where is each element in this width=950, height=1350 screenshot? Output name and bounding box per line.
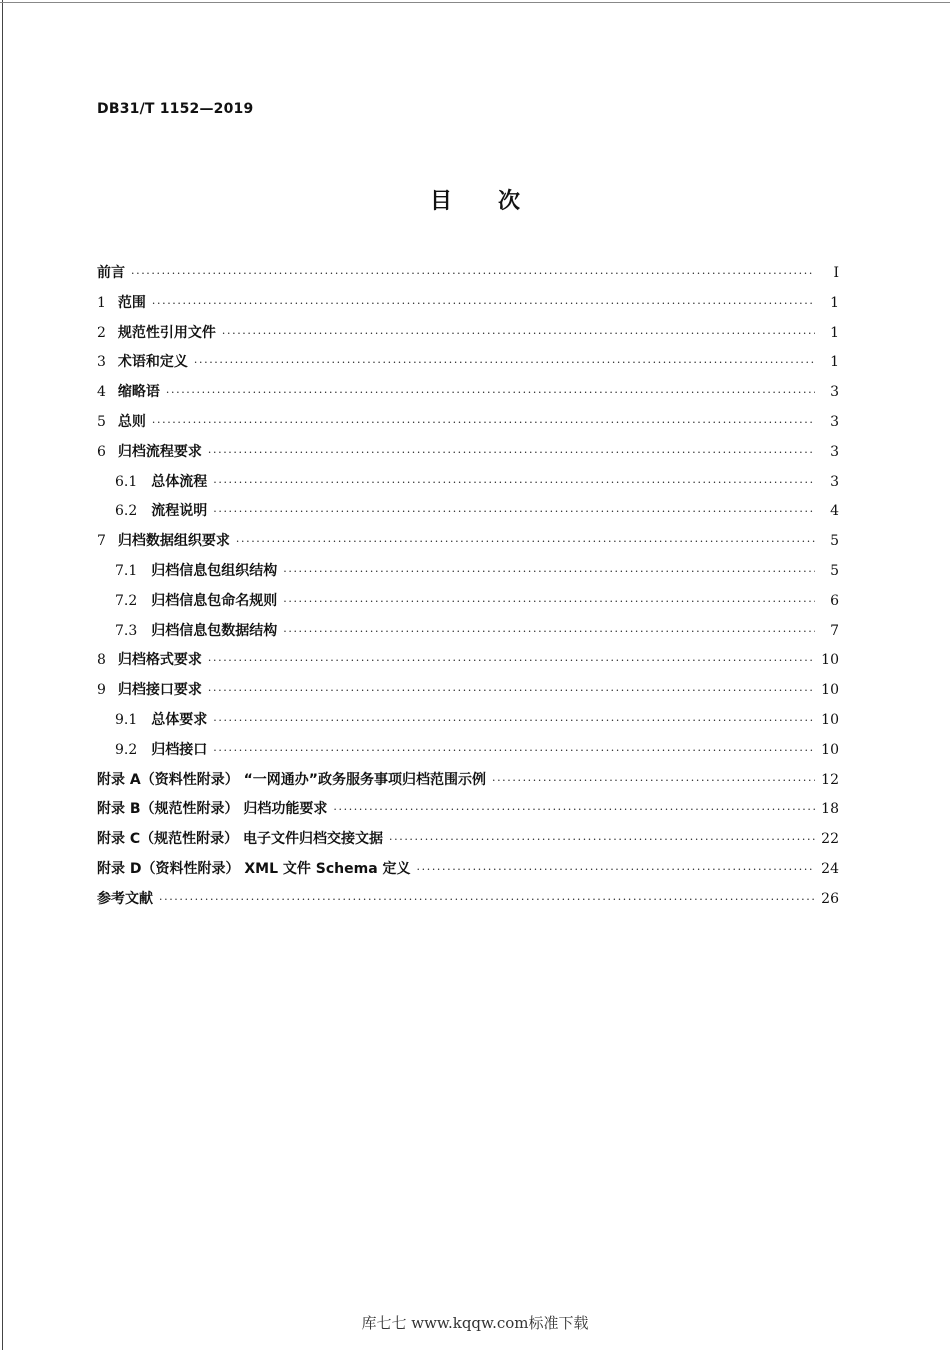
toc-entry-page: 1 xyxy=(830,354,839,371)
toc-leader-dots xyxy=(333,803,815,816)
toc-entry[interactable] xyxy=(97,500,839,530)
toc-entry-title: 总体流程 xyxy=(151,473,208,490)
toc-entry[interactable] xyxy=(97,471,839,501)
toc-leader-dots xyxy=(213,476,815,489)
toc-leader-dots xyxy=(417,863,815,876)
toc-entry[interactable] xyxy=(97,381,839,411)
toc-leader-dots xyxy=(213,744,815,757)
toc-entry-number: 1 xyxy=(97,294,106,311)
toc-entry-title: 附录 D（资料性附录） XML 文件 Schema 定义 xyxy=(97,860,411,877)
toc-entry-number: 7.2 xyxy=(115,592,138,609)
toc-entry-number: 9.2 xyxy=(115,741,138,758)
toc-entry-page: 5 xyxy=(830,562,839,579)
toc-entry[interactable] xyxy=(97,828,839,858)
toc-entry[interactable] xyxy=(97,888,839,918)
toc-entry-page: 22 xyxy=(821,831,839,848)
toc-entry[interactable] xyxy=(97,858,839,888)
toc-entry-page: 3 xyxy=(830,443,839,460)
toc-entry-title: 归档信息包组织结构 xyxy=(151,562,278,579)
toc-entry[interactable] xyxy=(97,441,839,471)
toc-entry-number: 7.3 xyxy=(115,622,138,639)
toc-entry-number: 6 xyxy=(97,443,106,460)
toc-entry-page: 26 xyxy=(821,890,839,907)
toc-entry[interactable] xyxy=(97,530,839,560)
toc-entry[interactable] xyxy=(97,620,839,650)
toc-title: 目次 xyxy=(429,189,566,214)
toc-entry-page: 10 xyxy=(821,682,839,699)
toc-leader-dots xyxy=(166,386,815,399)
toc-entry-number: 4 xyxy=(97,384,106,401)
toc-entry-page: 1 xyxy=(830,294,839,311)
toc-entry-title: 归档信息包数据结构 xyxy=(151,622,278,639)
page-edge-top xyxy=(0,2,950,3)
toc-entry-title: 归档接口要求 xyxy=(117,682,202,699)
toc-entry-title: 归档数据组织要求 xyxy=(117,533,230,550)
toc-entry-number: 6.2 xyxy=(115,503,138,520)
toc-entry-title: 附录 C（规范性附录） 电子文件归档交接文据 xyxy=(97,831,384,848)
toc-entry-title: 缩略语 xyxy=(117,384,160,401)
footer-watermark: 库七七 www.kqqw.com标准下载 xyxy=(361,1314,589,1332)
toc-entry-page: I xyxy=(833,265,839,281)
toc-leader-dots xyxy=(208,684,815,697)
toc-entry-title: 归档接口 xyxy=(151,741,208,758)
toc-entry-page: 7 xyxy=(830,622,839,639)
toc-entry-page: 24 xyxy=(821,860,839,877)
toc-entry-page: 6 xyxy=(830,592,839,609)
toc-entry[interactable] xyxy=(97,322,839,352)
document-code: DB31/T 1152—2019 xyxy=(97,101,254,117)
toc-entry-title: 归档格式要求 xyxy=(117,652,202,669)
toc-leader-dots xyxy=(152,297,815,310)
toc-leader-dots xyxy=(159,893,815,906)
toc-entry[interactable] xyxy=(97,798,839,828)
toc-entry[interactable] xyxy=(97,411,839,441)
toc-leader-dots xyxy=(131,267,815,280)
toc-entry-title: 归档流程要求 xyxy=(117,443,202,460)
toc-entry-page: 3 xyxy=(830,473,839,490)
toc-entry-number: 2 xyxy=(97,324,106,341)
toc-entry-title: 附录 B（规范性附录） 归档功能要求 xyxy=(97,801,328,818)
toc-entry-title: 总体要求 xyxy=(151,711,208,728)
toc-entry-page: 12 xyxy=(821,771,839,788)
toc-entry-number: 5 xyxy=(97,413,106,430)
toc-entry[interactable] xyxy=(97,649,839,679)
toc-leader-dots xyxy=(213,714,815,727)
toc-entry-title: 术语和定义 xyxy=(117,354,188,371)
toc-entry-number: 7.1 xyxy=(115,562,138,579)
toc-leader-dots xyxy=(283,625,815,638)
toc-entry-page: 18 xyxy=(821,801,839,818)
toc-entry[interactable] xyxy=(97,590,839,620)
toc-leader-dots xyxy=(194,356,815,369)
toc-entry-title: 归档信息包命名规则 xyxy=(151,592,278,609)
toc-leader-dots xyxy=(208,446,815,459)
toc-entry-number: 9.1 xyxy=(115,711,138,728)
toc-leader-dots xyxy=(283,595,815,608)
toc-entry-title: 前言 xyxy=(97,265,125,281)
toc-entry[interactable] xyxy=(97,769,839,799)
toc-entry[interactable] xyxy=(97,679,839,709)
toc-entry-title: 范围 xyxy=(117,294,146,311)
toc-entry[interactable] xyxy=(97,560,839,590)
toc-entry-page: 10 xyxy=(821,711,839,728)
toc-entry-number: 7 xyxy=(97,533,106,550)
toc-leader-dots xyxy=(492,774,815,787)
toc-entry-page: 10 xyxy=(821,652,839,669)
toc-entry-title: 流程说明 xyxy=(151,503,208,520)
toc-entry[interactable] xyxy=(97,709,839,739)
toc-entry-number: 9 xyxy=(97,682,106,699)
toc-leader-dots xyxy=(213,505,815,518)
toc-entry-title: 参考文献 xyxy=(97,890,153,907)
toc-entry-title: 规范性引用文件 xyxy=(117,324,216,341)
toc-entry-page: 3 xyxy=(830,413,839,430)
toc-entry-number: 3 xyxy=(97,354,106,371)
toc-entry-page: 10 xyxy=(821,741,839,758)
toc-leader-dots xyxy=(283,565,815,578)
toc-entry[interactable] xyxy=(97,739,839,769)
toc-leader-dots xyxy=(222,327,815,340)
toc-leader-dots xyxy=(389,833,815,846)
toc-leader-dots xyxy=(152,416,815,429)
toc-entry-title: 总则 xyxy=(117,413,146,430)
toc-leader-dots xyxy=(208,654,815,667)
toc-entry-page: 5 xyxy=(830,533,839,550)
toc-entry-number: 8 xyxy=(97,652,106,669)
toc-entry-page: 3 xyxy=(830,384,839,401)
toc-entry[interactable] xyxy=(97,262,839,292)
toc-entry[interactable] xyxy=(97,292,839,322)
toc-entry-title: 附录 A（资料性附录） “一网通办”政务服务事项归档范围示例 xyxy=(97,771,486,788)
toc-entry-number: 6.1 xyxy=(115,473,138,490)
toc-leader-dots xyxy=(236,535,815,548)
table-of-contents xyxy=(97,262,839,918)
toc-entry-page: 4 xyxy=(830,503,839,520)
toc-entry[interactable] xyxy=(97,351,839,381)
toc-entry-page: 1 xyxy=(830,324,839,341)
